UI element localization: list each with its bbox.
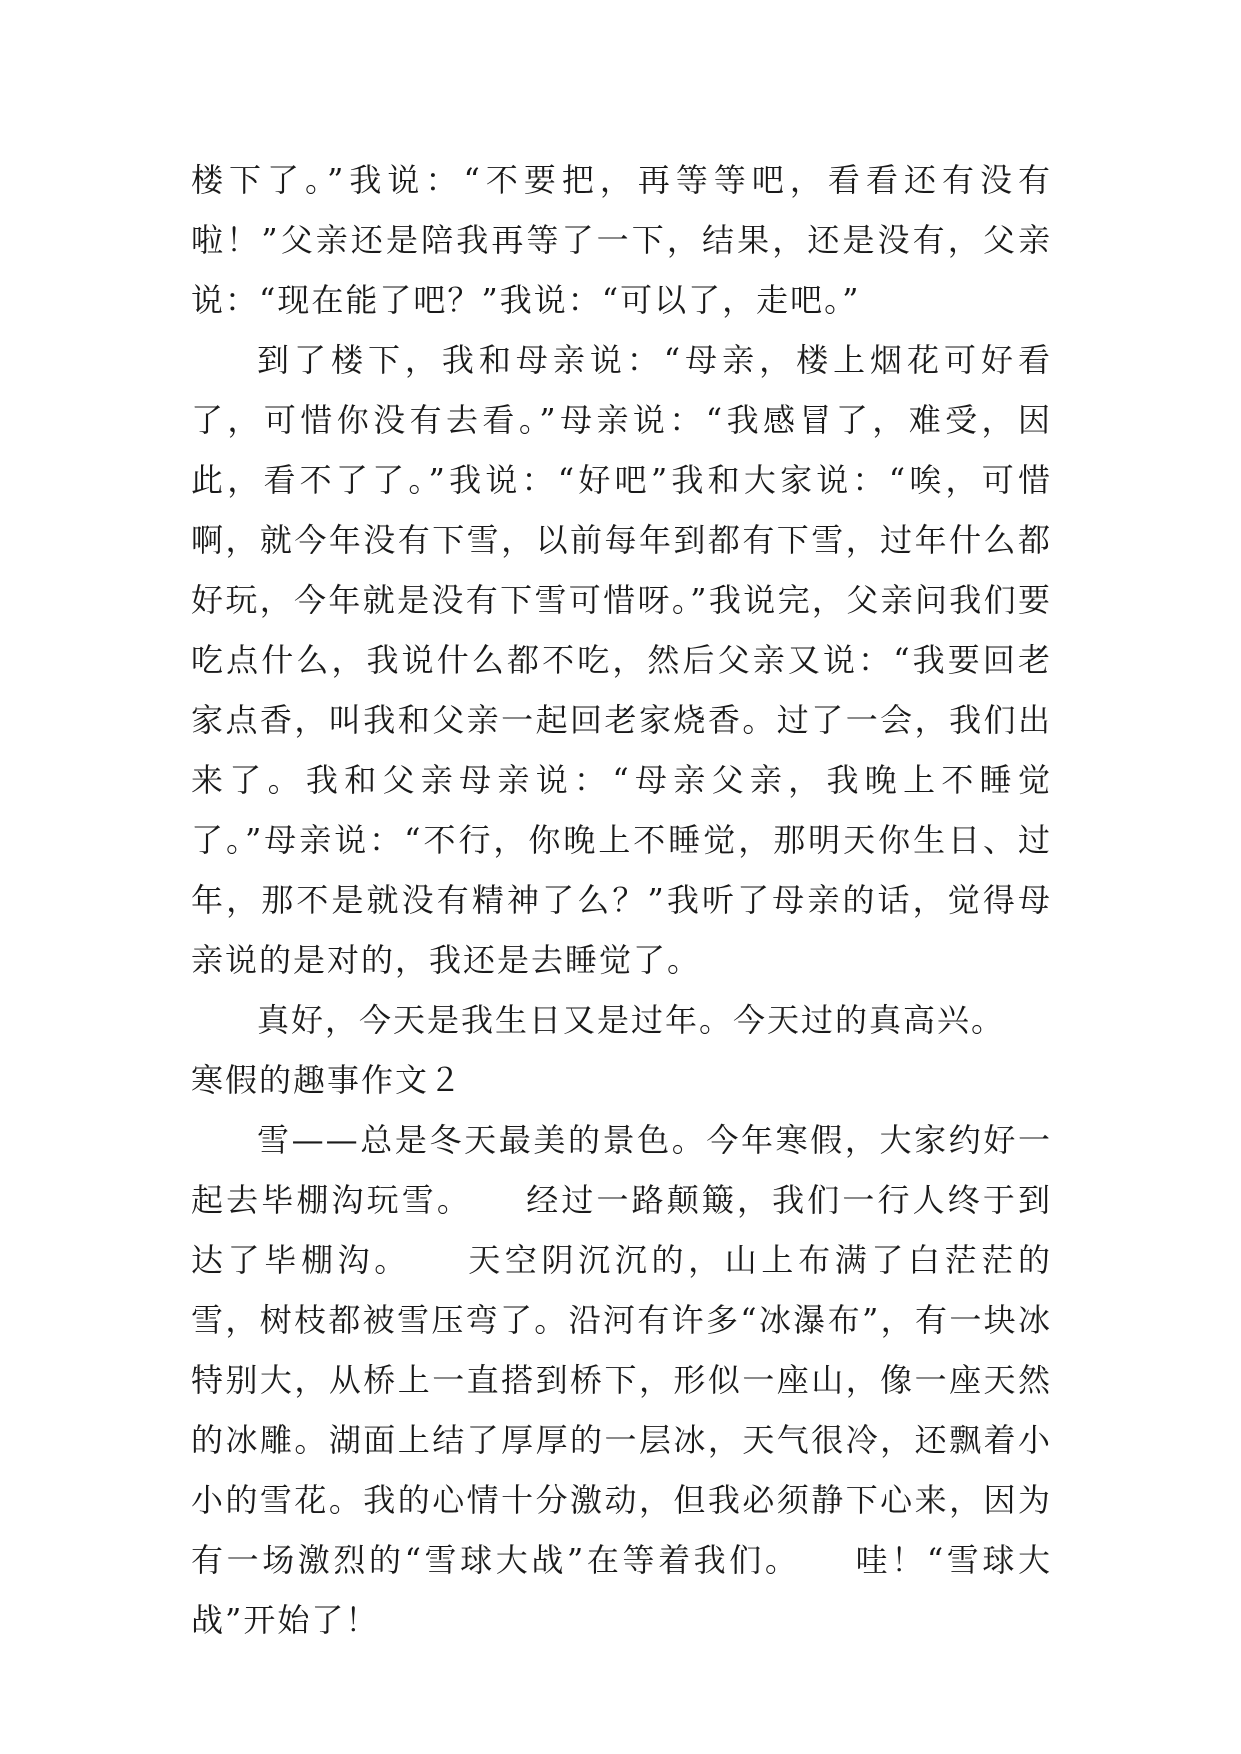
paragraph-happy-day: 真好，今天是我生日又是过年。今天过的真高兴。	[257, 1001, 1006, 1039]
paragraph-snow: 雪——总是冬天最美的景色。今年寒假，大家约好一起去毕棚沟玩雪。 经过一路颠簸，我们一行人终于到达了毕棚沟。 天空阴沉沉的，山上布满了白茫茫的雪，树枝都被雪压弯了。沿河有许多“冰瀑布”，有一块冰特别大，从桥上一直搭到桥下，形似一座山，像一座天然的冰雕。湖面上结了厚厚的一层冰，天气很冷，还飘着小小的雪花。我的心情十分激动，但我必须静下心来，因为有一场激烈的“雪球大战”在等着我们。 哇！“雪球大战”开始了！	[191, 1121, 1052, 1639]
document-body	[191, 150, 1052, 1650]
paragraph-downstairs: 到了楼下，我和母亲说：“母亲，楼上烟花可好看了，可惜你没有去看。”母亲说：“我感冒了，难受，因此，看不了了。”我说：“好吧”我和大家说：“唉，可惜啊，就今年没有下雪，以前每年到都有下雪，过年什么都好玩，今年就是没有下雪可惜呀。”我说完，父亲问我们要吃点什么，我说什么都不吃，然后父亲又说：“我要回老家点香，叫我和父亲一起回老家烧香。过了一会，我们出来了。我和父亲母亲说：“母亲父亲，我晚上不睡觉了。”母亲说：“不行，你晚上不睡觉，那明天你生日、过年，那不是就没有精神了么？”我听了母亲的话，觉得母亲说的是对的，我还是去睡觉了。	[191, 341, 1052, 979]
essay-heading: 寒假的趣事作文２	[191, 1061, 464, 1099]
paragraph-continued: 楼下了。”我说：“不要把，再等等吧，看看还有没有啦！”父亲还是陪我再等了一下，结果，还是没有，父亲说：“现在能了吧？”我说：“可以了，走吧。”	[191, 161, 1052, 319]
